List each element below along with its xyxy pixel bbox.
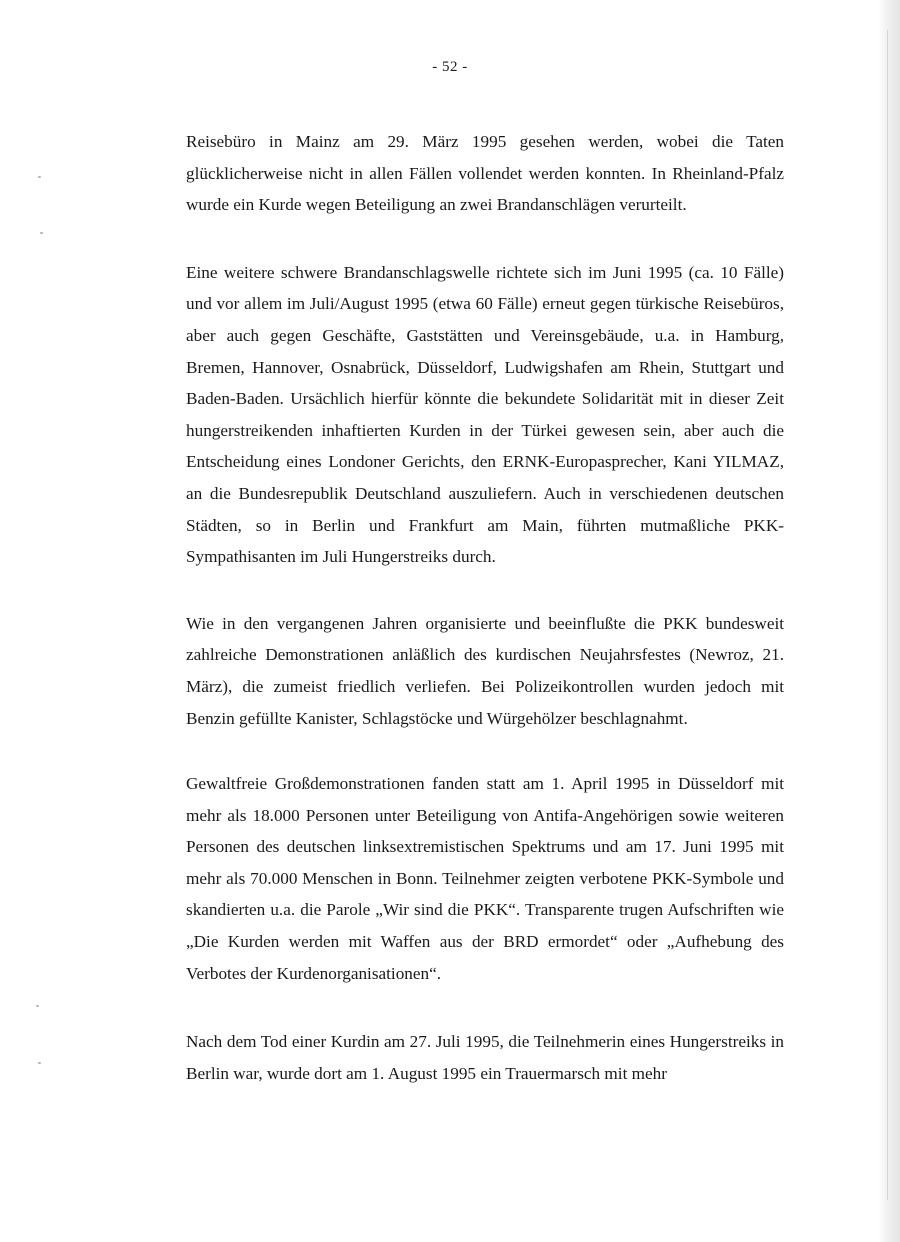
page-number: - 52 -	[432, 59, 468, 75]
paragraph: Wie in den vergangenen Jahren organisierte und beeinflußte die PKK bundesweit zahlreiche Demonstrationen anläßlich des kurdischen Neujahrsfestes (Newroz, 21. März), die zumeist friedlich verliefen. Bei Polizeikontrollen wurden jedoch mit Benzin gefüllte Kanister, Schlagstöcke und Würgehölzer beschlagnahmt.	[186, 613, 784, 728]
scan-speck	[40, 232, 43, 234]
scan-speck	[36, 1005, 39, 1007]
document-body	[186, 126, 784, 1089]
scan-speck	[38, 1062, 41, 1064]
paragraph: Gewaltfreie Großdemonstrationen fanden statt am 1. April 1995 in Düsseldorf mit mehr als 18.000 Personen unter Beteiligung von Antifa-Angehörigen sowie weiteren Personen des deutschen linksextremistischen Spektrums und am 17. Juni 1995 mit mehr als 70.000 Menschen in Bonn. Teilnehmer zeigten verbotene PKK-Symbole und skandierten u.a. die Parole „Wir sind die PKK“. Transparente trugen Aufschriften wie „Die Kurden werden mit Waffen aus der BRD ermordet“ oder „Aufhebung des Verbotes der Kurdenorganisationen“.	[186, 774, 784, 983]
paragraph: Eine weitere schwere Brandanschlagswelle richtete sich im Juni 1995 (ca. 10 Fälle) und vor allem im Juli/August 1995 (etwa 60 Fälle) erneut gegen türkische Reisebüros, aber auch gegen Geschäfte, Gaststätten und Vereinsgebäude, u.a. in Hamburg, Bremen, Hannover, Osnabrück, Düsseldorf, Ludwigshafen am Rhein, Stuttgart und Baden-Baden. Ursächlich hierfür könnte die bekundete Solidarität mit in dieser Zeit hungerstreikenden inhaftierten Kurden in der Türkei gewesen sein, aber auch die Entscheidung eines Londoner Gerichts, den ERNK-Europasprecher, Kani YILMAZ, an die Bundesrepublik Deutschland auszuliefern. Auch in verschiedenen deutschen Städten, so in Berlin und Frankfurt am Main, führten mutmaßliche PKK-Sympathisanten im Juli Hungerstreiks durch.	[186, 262, 784, 567]
scan-speck	[38, 176, 41, 178]
paragraph: Reisebüro in Mainz am 29. März 1995 gesehen werden, wobei die Taten glücklicherweise nicht in allen Fällen vollendet werden konnten. In Rheinland-Pfalz wurde ein Kurde wegen Beteiligung an zwei Brandanschlägen verurteilt.	[186, 132, 784, 215]
scan-page-edge-shadow	[878, 0, 900, 1242]
paragraph: Nach dem Tod einer Kurdin am 27. Juli 1995, die Teilnehmerin eines Hungerstreiks in Berlin war, wurde dort am 1. August 1995 ein Trauermarsch mit mehr	[186, 1032, 784, 1083]
scan-page-edge-line	[887, 30, 888, 1200]
